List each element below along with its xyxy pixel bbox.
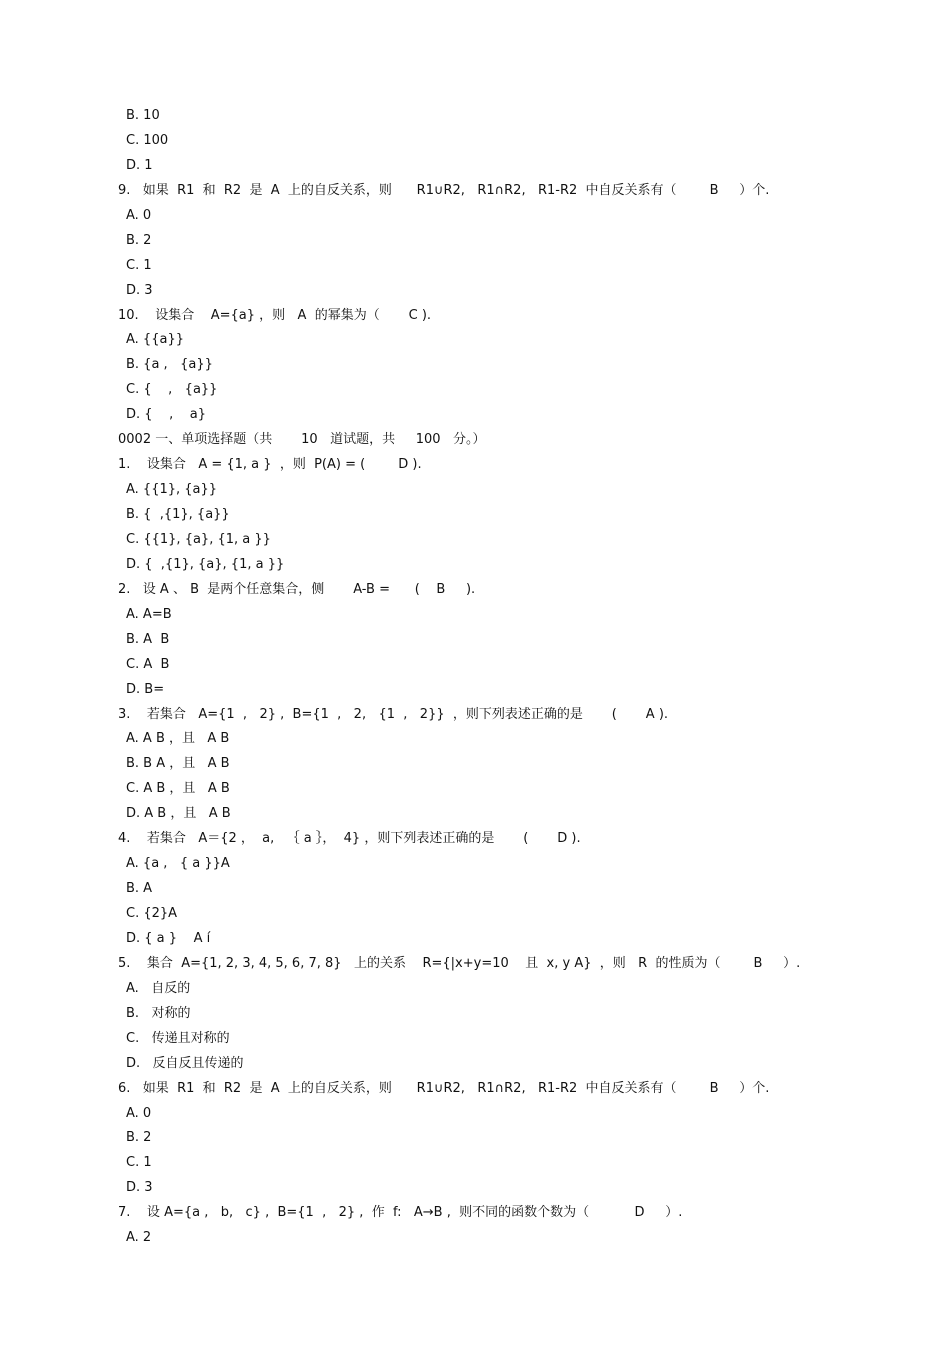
option-text: D. { , a} — [126, 407, 206, 423]
option-text: D. 反自反且传递的 — [126, 1055, 244, 1071]
option-text: D. B= — [126, 681, 165, 697]
option-text: A. 0 — [126, 1105, 152, 1121]
document-page — [0, 104, 950, 1251]
question-text: 5. 集合 A={1, 2, 3, 4, 5, 6, 7, 8} 上的关系 R={|x+y=10 且 x, y A} ，则 R 的性质为（ B ）. — [118, 955, 801, 971]
option-text: C. { , {a}} — [126, 382, 218, 398]
option-text: C. 1 — [126, 1155, 152, 1171]
option-text: A. 0 — [126, 207, 152, 223]
option-text: C. 1 — [126, 257, 152, 273]
option-text: A. A B ，且 A B — [126, 731, 230, 747]
option-text: D. 1 — [126, 157, 153, 173]
option-text: D. A B ，且 A B — [126, 806, 231, 822]
question-text: 1. 设集合 A = {1, a } ，则 P(A) = ( D ). — [118, 457, 422, 473]
option-text: C. {{1}, {a}, {1, a }} — [126, 531, 271, 547]
option-text: B. 10 — [126, 108, 160, 123]
option-text: D. { a } A í — [126, 930, 211, 946]
option-text: D. 3 — [126, 282, 153, 298]
option-text: A. A=B — [126, 606, 172, 622]
option-text: A. {{1}, {a}} — [126, 482, 218, 498]
option-text: B. B A ，且 A B — [126, 756, 230, 772]
option-text: C. 100 — [126, 132, 169, 148]
question-text: 6. 如果 R1 和 R2 是 A 上的自反关系，则 R1∪R2, R1∩R2, R1-R2 中自反关系有（ B ）个. — [118, 1080, 770, 1096]
option-text: B. A B — [126, 631, 170, 647]
option-text: A. {{a}} — [126, 332, 184, 348]
question-text: 10. 设集合 A={a} ，则 A 的幂集为（ C ). — [118, 307, 432, 323]
option-text: C. 传递且对称的 — [126, 1030, 230, 1046]
question-text: 9. 如果 R1 和 R2 是 A 上的自反关系，则 R1∪R2, R1∩R2, R1-R2 中自反关系有（ B ）个. — [118, 182, 770, 198]
option-text: A. 自反的 — [126, 980, 191, 996]
option-text: C. {2}A — [126, 906, 178, 921]
option-text: B. { ,{1}, {a}} — [126, 507, 230, 522]
question-text: 4. 若集合 A＝{2 ， a, ｛ a ｝， 4} ，则下列表述正确的是 ( D ). — [118, 831, 581, 847]
option-text: B. 2 — [126, 1130, 152, 1146]
option-text: A. {a , { a }}A — [126, 856, 230, 872]
option-text: D. { ,{1}, {a}, {1, a }} — [126, 556, 285, 572]
question-text: 2. 设 A 、 B 是两个任意集合，侧 A-B = ( B ). — [118, 581, 476, 597]
question-text: 3. 若集合 A={1 , 2} , B={1 , 2, {1 , 2}} ，则下列表述正确的是 ( A ). — [118, 706, 669, 722]
option-text: B. {a , {a}} — [126, 357, 213, 373]
option-text: B. 对称的 — [126, 1005, 191, 1021]
option-text: A. 2 — [126, 1230, 152, 1246]
option-text: D. 3 — [126, 1180, 153, 1196]
option-text: C. A B ，且 A B — [126, 781, 230, 797]
question-text: 0002 一、单项选择题（共 10 道试题，共 100 分。） — [118, 432, 486, 448]
option-text: B. A — [126, 881, 153, 897]
option-text: C. A B — [126, 656, 170, 672]
option-text: B. 2 — [126, 232, 152, 248]
question-text: 7. 设 A={a , b, c} , B={1 , 2} , 作 f: A→B , 则不同的函数个数为（ D ）. — [118, 1205, 683, 1221]
